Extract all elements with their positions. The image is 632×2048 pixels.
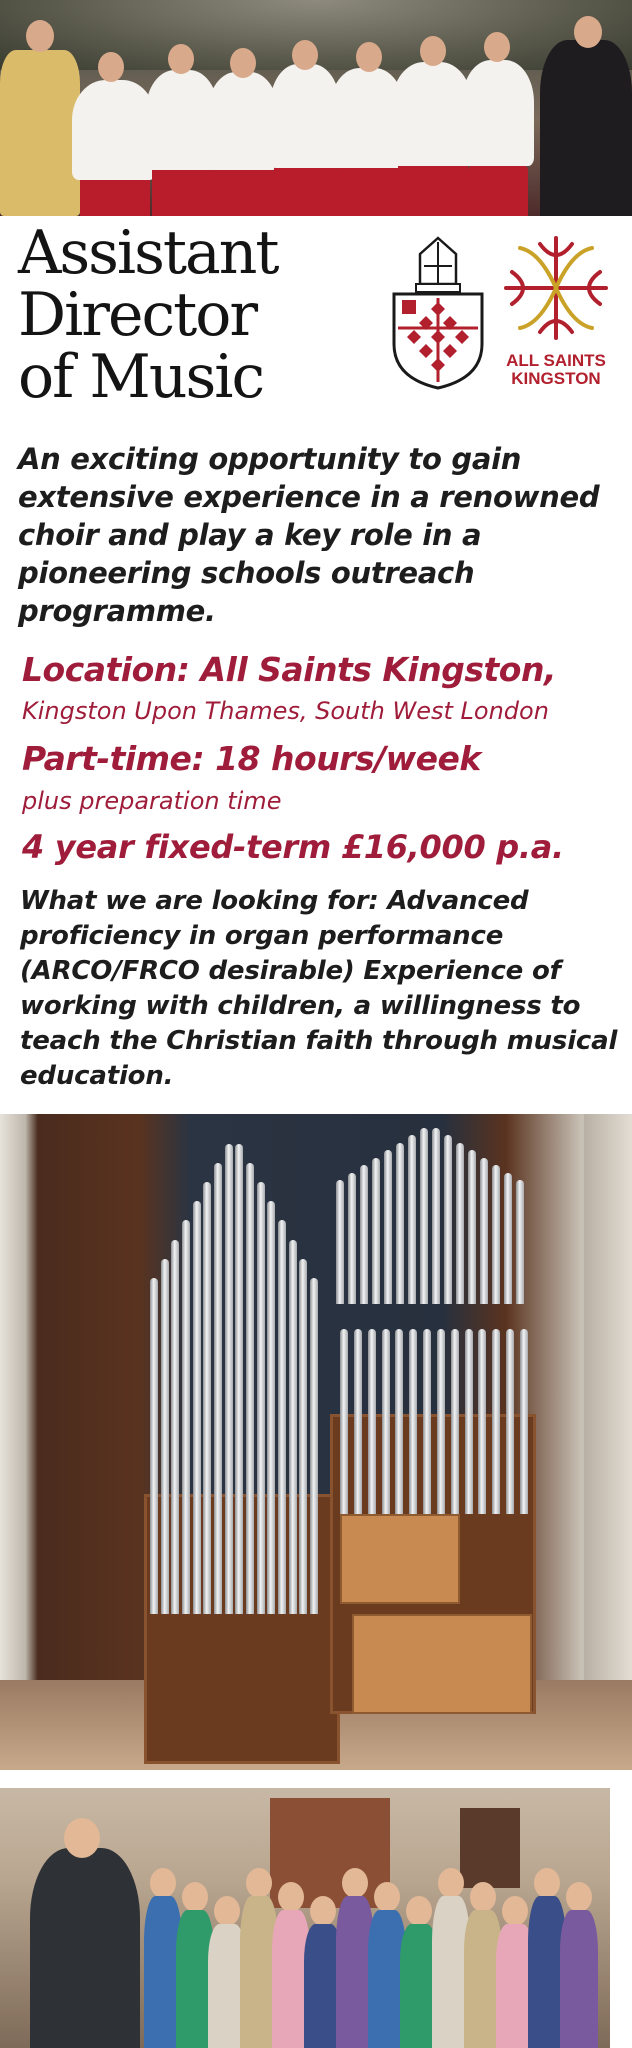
organ-pipe bbox=[423, 1329, 431, 1514]
organ-pipe bbox=[267, 1201, 275, 1614]
logo-label-line: KINGSTON bbox=[511, 369, 601, 388]
child-figure bbox=[342, 1868, 368, 1898]
organ-pipe bbox=[396, 1143, 404, 1304]
organ-pipe bbox=[246, 1163, 254, 1614]
organ-pipe bbox=[468, 1150, 476, 1304]
location-heading: Location: All Saints Kingston, bbox=[22, 650, 556, 689]
organ-pipe bbox=[409, 1329, 417, 1514]
organ-pipe bbox=[203, 1182, 211, 1614]
child-figure bbox=[534, 1868, 560, 1898]
location-detail: Kingston Upon Thames, South West London bbox=[22, 697, 549, 725]
organ-pipe bbox=[384, 1150, 392, 1304]
hours-heading: Part-time: 18 hours/week bbox=[22, 739, 481, 778]
title-line: Director bbox=[18, 280, 257, 350]
organ-pipe bbox=[432, 1128, 440, 1304]
organ-pipe bbox=[506, 1329, 514, 1514]
organ-pipe bbox=[516, 1180, 524, 1304]
organ-pipe bbox=[372, 1158, 380, 1304]
organ-pipe bbox=[504, 1173, 512, 1304]
organ-pipe bbox=[520, 1329, 528, 1514]
child-figure bbox=[182, 1882, 208, 1912]
organ-pipe bbox=[182, 1220, 190, 1614]
organ-pipe bbox=[340, 1329, 348, 1514]
organ-pipe bbox=[336, 1180, 344, 1304]
organ-pipe bbox=[480, 1158, 488, 1304]
requirements-text: What we are looking for: Advanced proficiency in organ performance (ARCO/FRCO desirable) Experience of working with children, a willingness to teach the Christian faith through musical education. bbox=[20, 886, 618, 1091]
child-figure bbox=[502, 1896, 528, 1926]
salary-text: 4 year fixed-term £16,000 p.a. bbox=[22, 828, 564, 866]
organ-pipe bbox=[492, 1329, 500, 1514]
children-choir-photo bbox=[0, 1788, 610, 2048]
organ-pipe bbox=[150, 1278, 158, 1614]
organ-pipe bbox=[235, 1144, 243, 1614]
logo-label bbox=[500, 352, 612, 388]
organ-pipe bbox=[257, 1182, 265, 1614]
organ-pipe bbox=[278, 1220, 286, 1614]
organ-pipe bbox=[444, 1135, 452, 1304]
organ-pipe bbox=[171, 1240, 179, 1614]
organ-pipe bbox=[437, 1329, 445, 1514]
organ-pipe bbox=[408, 1135, 416, 1304]
child-figure bbox=[560, 1910, 598, 2048]
child-figure bbox=[566, 1882, 592, 1912]
title-line: of Music bbox=[18, 342, 264, 412]
organ-pipe bbox=[299, 1259, 307, 1614]
organ-pipe bbox=[354, 1329, 362, 1514]
organ-pipe bbox=[451, 1329, 459, 1514]
organ-pipe bbox=[348, 1173, 356, 1304]
diocese-crest-icon bbox=[386, 232, 490, 390]
organ-pipe bbox=[310, 1278, 318, 1614]
child-figure bbox=[150, 1868, 176, 1898]
organ-pipe bbox=[465, 1329, 473, 1514]
child-figure bbox=[214, 1896, 240, 1926]
organ-pipe bbox=[478, 1329, 486, 1514]
hours-detail: plus preparation time bbox=[22, 787, 282, 815]
child-figure bbox=[278, 1882, 304, 1912]
child-figure bbox=[310, 1896, 336, 1926]
organ-pipe bbox=[225, 1144, 233, 1614]
organ-pipe bbox=[360, 1165, 368, 1304]
organ-pipe bbox=[193, 1201, 201, 1614]
page-title bbox=[18, 218, 348, 412]
child-figure bbox=[246, 1868, 272, 1898]
intro-text: An exciting opportunity to gain extensive experience in a renowned choir and play a key role in a pioneering schools outreach programme. bbox=[18, 442, 600, 628]
organ-pipe bbox=[492, 1165, 500, 1304]
child-figure bbox=[374, 1882, 400, 1912]
organ-pipe bbox=[456, 1143, 464, 1304]
organ-pipe bbox=[289, 1240, 297, 1614]
child-figure bbox=[470, 1882, 496, 1912]
organ-pipe bbox=[382, 1329, 390, 1514]
organ-pipe bbox=[420, 1128, 428, 1304]
organ-pipe bbox=[395, 1329, 403, 1514]
choir-photo bbox=[0, 0, 632, 216]
logo-label-line: ALL SAINTS bbox=[506, 351, 606, 370]
organ-pipe bbox=[368, 1329, 376, 1514]
organ-photo bbox=[0, 1114, 632, 1770]
organ-pipe bbox=[214, 1163, 222, 1614]
child-figure bbox=[438, 1868, 464, 1898]
title-line: Assistant bbox=[18, 218, 278, 288]
child-figure bbox=[406, 1896, 432, 1926]
organ-pipe bbox=[161, 1259, 169, 1614]
